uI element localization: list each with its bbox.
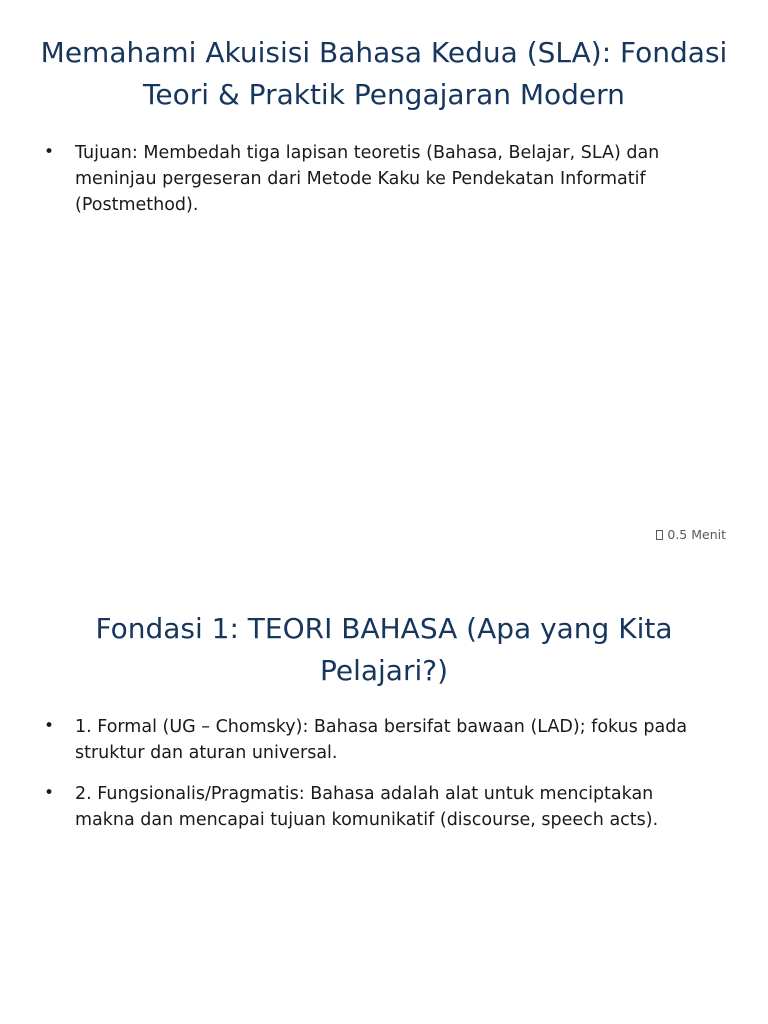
bullet-item [44, 714, 718, 766]
slide-2 [0, 590, 768, 1024]
bullet-item [44, 140, 718, 218]
bullet-dot-icon: • [44, 142, 55, 162]
bullet-text: 2. Fungsionalis/Pragmatis: Bahasa adalah alat untuk menciptakan makna dan mencapai tujuan komunikatif (discourse, speech acts). [75, 784, 659, 830]
duration-text: 0.5 Menit [667, 527, 726, 542]
bullet-text: 1. Formal (UG – Chomsky): Bahasa bersifat bawaan (LAD); fokus pada struktur dan aturan universal. [75, 717, 688, 763]
slide-2-bullet-list [44, 714, 718, 848]
bullet-dot-icon: • [44, 716, 55, 736]
slide-1-title: Memahami Akuisisi Bahasa Kedua (SLA): Fondasi Teori & Praktik Pengajaran Modern [40, 36, 728, 111]
slide-1-bullet-list [44, 140, 718, 233]
slide-2-title: Fondasi 1: TEORI BAHASA (Apa yang Kita Pelajari?) [95, 612, 673, 687]
bullet-item [44, 781, 718, 833]
duration-label [656, 527, 726, 542]
bullet-dot-icon: • [44, 783, 55, 803]
bullet-text: Tujuan: Membedah tiga lapisan teoretis (Bahasa, Belajar, SLA) dan meninjau pergeseran dari Metode Kaku ke Pendekatan Informatif (Postmethod). [75, 143, 660, 215]
missing-glyph-icon [656, 530, 663, 540]
